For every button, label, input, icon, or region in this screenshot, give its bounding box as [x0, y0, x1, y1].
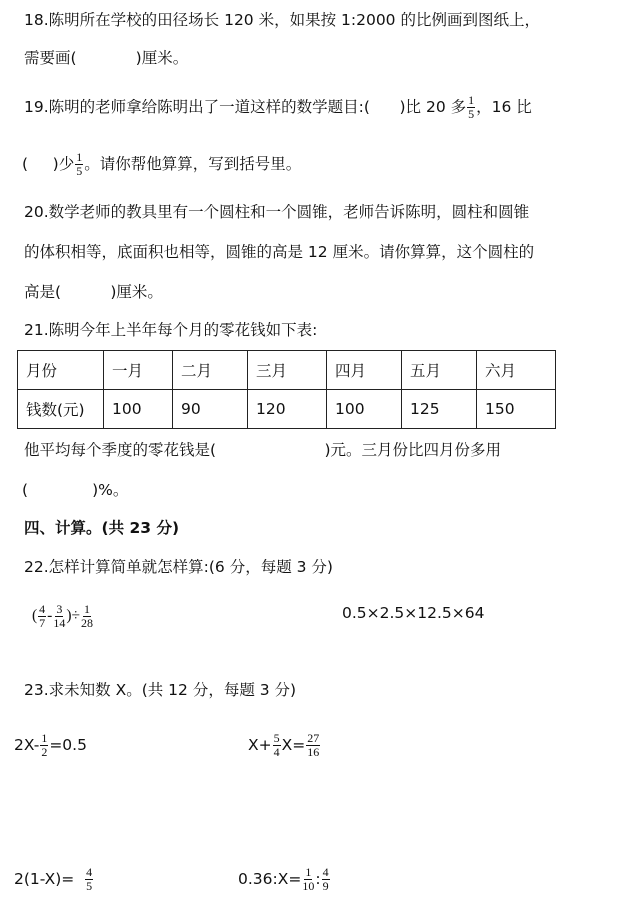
fraction: [273, 732, 281, 759]
fraction: [306, 732, 320, 759]
den: 5: [468, 107, 475, 121]
table-cell: 一月: [104, 351, 173, 390]
num: 4: [86, 865, 93, 879]
den: 16: [307, 745, 320, 759]
q23-title: 23.求未知数 X。(共 12 分，每题 3 分): [24, 681, 297, 699]
text: 19.陈明的老师拿给陈明出了一道这样的数学题目:( )比 20 多: [24, 98, 467, 116]
table-cell: 三月: [248, 351, 327, 390]
q19-line2: [22, 151, 301, 178]
table-row: [18, 390, 556, 429]
num: 5: [273, 731, 280, 745]
table-cell: 二月: [173, 351, 248, 390]
table-cell: 五月: [402, 351, 477, 390]
den: 10: [302, 879, 315, 893]
fraction: [53, 603, 65, 630]
num: 1: [305, 865, 312, 879]
table-cell: 125: [402, 390, 477, 429]
num: 3: [56, 602, 63, 616]
den: 2: [41, 745, 48, 759]
q23-eq2: [248, 732, 321, 759]
q18-line1: 18.陈明所在学校的田径场长 120 米，如果按 1:2000 的比例画到图纸上，: [24, 11, 540, 29]
text: 2(1-X)=: [14, 870, 85, 888]
text: X+: [248, 736, 272, 754]
q20-line2: 的体积相等，底面积也相等，圆锥的高是 12 厘米。请你算算，这个圆柱的: [24, 243, 535, 261]
table-cell: 六月: [477, 351, 556, 390]
q22-expr1: [32, 603, 94, 630]
table-cell: 四月: [327, 351, 402, 390]
fraction: [85, 866, 93, 893]
fraction: [75, 151, 83, 178]
table-cell: 100: [327, 390, 402, 429]
allowance-table: [17, 350, 556, 429]
table-cell: 90: [173, 390, 248, 429]
table-cell: 150: [477, 390, 556, 429]
text: =0.5: [49, 736, 87, 754]
den: 28: [81, 616, 94, 630]
num: 1: [41, 731, 48, 745]
fraction: [302, 866, 314, 893]
q20-line1: 20.数学老师的教具里有一个圆柱和一个圆锥，老师告诉陈明，圆柱和圆锥: [24, 203, 530, 221]
den: 9: [322, 879, 329, 893]
q21-line2: ( )%。: [22, 481, 129, 499]
num: 4: [39, 602, 46, 616]
q21-title: 21.陈明今年上半年每个月的零花钱如下表:: [24, 321, 318, 339]
table-cell: 100: [104, 390, 173, 429]
q22-expr2: 0.5×2.5×12.5×64: [342, 604, 485, 622]
text: X=: [281, 736, 306, 754]
q18-line2: 需要画( )厘米。: [24, 49, 189, 67]
text: (: [32, 607, 38, 625]
fraction: [81, 603, 93, 630]
text: ，16 比: [476, 98, 532, 116]
text: 2X-: [14, 736, 40, 754]
text: -: [47, 607, 53, 625]
den: 14: [53, 616, 66, 630]
table-cell: 月份: [18, 351, 104, 390]
section-heading: 四、计算。(共 23 分): [24, 519, 180, 537]
table-cell: 钱数(元): [18, 390, 104, 429]
num: 1: [76, 150, 83, 164]
fraction: [467, 94, 475, 121]
text: 。请你帮他算算，写到括号里。: [84, 155, 302, 173]
num: 1: [84, 602, 91, 616]
q22-title: 22.怎样计算简单就怎样算:(6 分，每题 3 分): [24, 558, 333, 576]
table-cell: 120: [248, 390, 327, 429]
fraction: [38, 603, 46, 630]
den: 4: [273, 745, 280, 759]
num: 27: [307, 731, 320, 745]
q21-line1: 他平均每个季度的零花钱是( )元。三月份比四月份多用: [24, 441, 501, 459]
num: 4: [322, 865, 329, 879]
q23-eq1: [14, 732, 87, 759]
text: :: [315, 870, 321, 888]
text: )÷: [66, 607, 81, 625]
table-row: [18, 351, 556, 390]
den: 7: [39, 616, 46, 630]
fraction: [40, 732, 48, 759]
q23-eq4: [238, 866, 331, 893]
q20-line3: 高是( )厘米。: [24, 283, 163, 301]
fraction: [322, 866, 330, 893]
q19-line1: [24, 94, 532, 121]
text: 0.36:X=: [238, 870, 302, 888]
den: 5: [86, 879, 93, 893]
q23-eq3: [14, 866, 94, 893]
text: ( )少: [22, 155, 75, 173]
num: 1: [468, 93, 475, 107]
den: 5: [76, 164, 83, 178]
